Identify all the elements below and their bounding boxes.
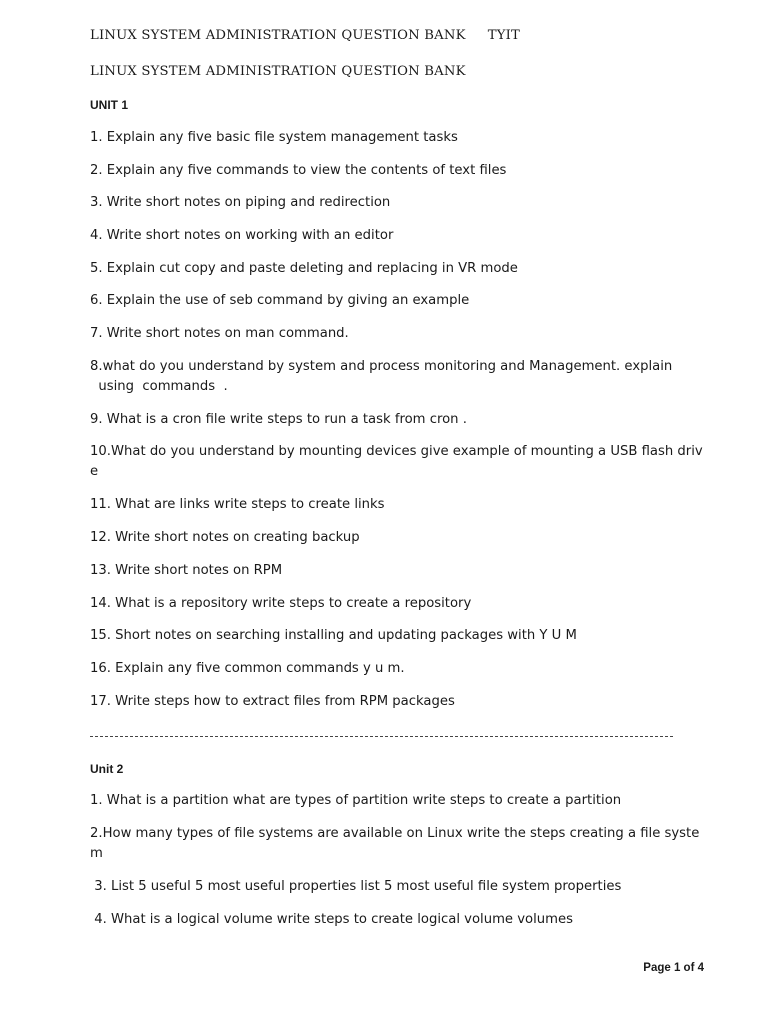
unit-1-question-17: 17. Write steps how to extract files from RPM packages <box>90 694 455 709</box>
section-divider <box>90 736 673 737</box>
header-title: LINUX SYSTEM ADMINISTRATION QUESTION BANK <box>90 28 466 43</box>
unit-1-question-3: 3. Write short notes on piping and redirection <box>90 195 391 210</box>
unit-2-question-4: 4. What is a logical volume write steps to create logical volume volumes <box>90 912 573 927</box>
document-header <box>90 28 520 43</box>
unit-1-question-15: 15. Short notes on searching installing and updating packages with Y U M <box>90 628 577 643</box>
page-number: Page 1 of 4 <box>643 962 704 974</box>
unit-1-question-8: 8.what do you understand by system and process monitoring and Management. explain using commands . <box>90 359 673 394</box>
unit-1-question-4: 4. Write short notes on working with an editor <box>90 228 394 243</box>
unit-1-question-5: 5. Explain cut copy and paste deleting and replacing in VR mode <box>90 261 518 276</box>
unit-2-question-1: 1. What is a partition what are types of partition write steps to create a partition <box>90 793 622 808</box>
unit-1-question-1: 1. Explain any five basic file system management tasks <box>90 130 458 145</box>
unit-1-question-16: 16. Explain any five common commands y u m. <box>90 661 405 676</box>
unit-1-question-6: 6. Explain the use of seb command by giving an example <box>90 293 470 308</box>
unit-1-question-13: 13. Write short notes on RPM <box>90 563 283 578</box>
unit-1-question-14: 14. What is a repository write steps to create a repository <box>90 596 472 611</box>
unit-2-question-2: 2.How many types of file systems are available on Linux write the steps creating a file system <box>90 826 700 861</box>
document-title: LINUX SYSTEM ADMINISTRATION QUESTION BANK <box>90 64 466 79</box>
unit-1-heading: UNIT 1 <box>90 98 129 112</box>
unit-2-heading: Unit 2 <box>90 762 124 776</box>
unit-1-question-11: 11. What are links write steps to create links <box>90 497 385 512</box>
unit-2-question-3: 3. List 5 useful 5 most useful properties list 5 most useful file system properties <box>90 879 622 894</box>
unit-1-question-7: 7. Write short notes on man command. <box>90 326 349 341</box>
unit-1-question-12: 12. Write short notes on creating backup <box>90 530 360 545</box>
unit-1-question-10: 10.What do you understand by mounting devices give example of mounting a USB flash drive <box>90 444 703 479</box>
unit-1-question-9: 9. What is a cron file write steps to run a task from cron . <box>90 412 467 427</box>
unit-1-question-2: 2. Explain any five commands to view the contents of text files <box>90 163 507 178</box>
header-tag: TYIT <box>487 28 521 43</box>
